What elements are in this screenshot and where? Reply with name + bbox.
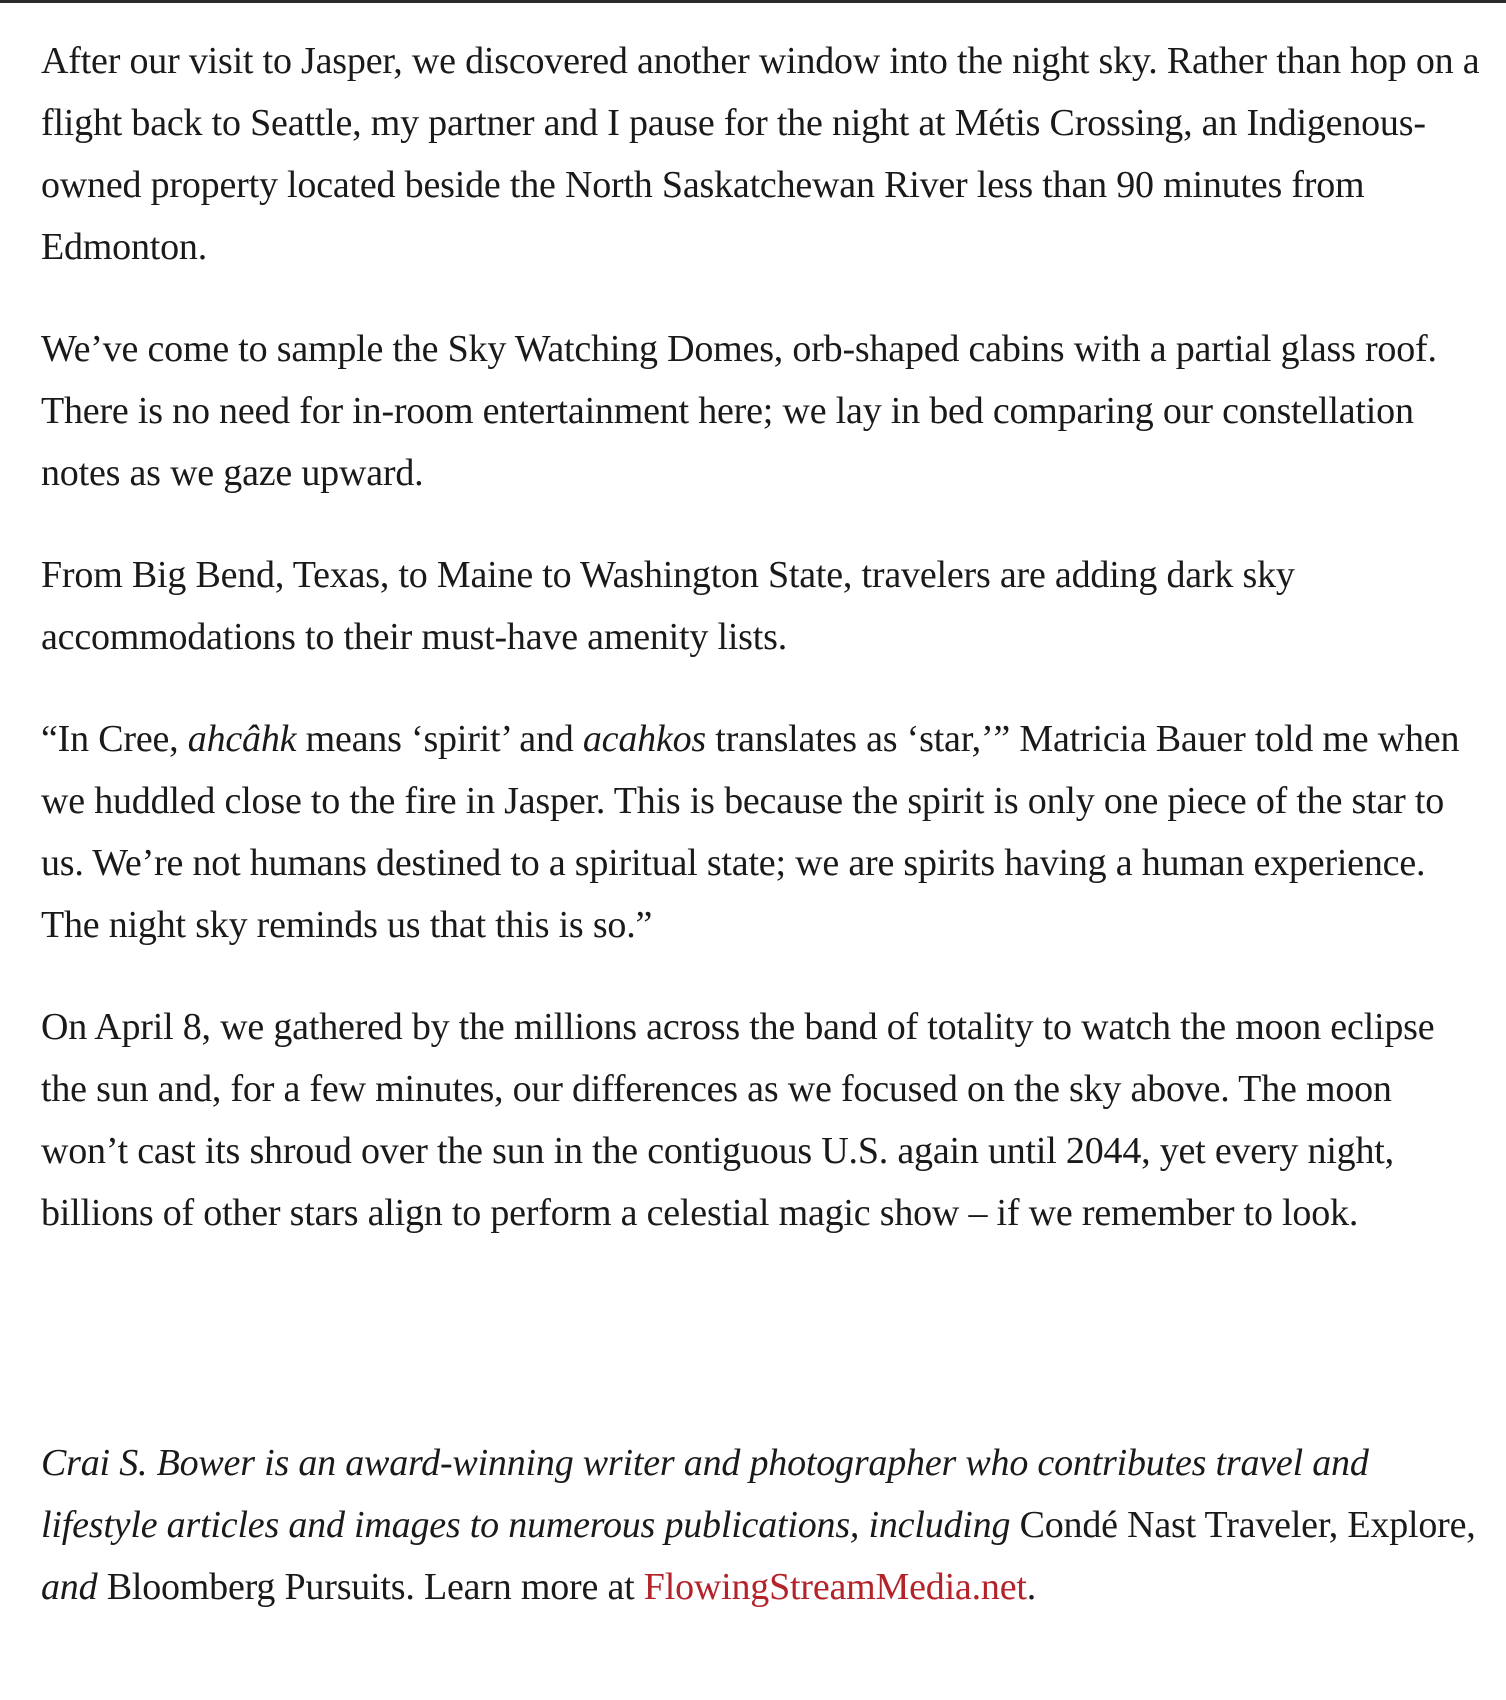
article-paragraph-5: On April 8, we gathered by the millions across the band of totality to watch the moon eclipse the sun and, for a few minutes, our differences as we focused on the sky above. The moon won’t cast its shroud over the sun in the contiguous U.S. again until 2044, yet every night, billions of other stars align to perform a celestial magic show – if we remember to look.: [41, 1006, 1435, 1234]
quote-text-middle: means ‘spirit’ and: [296, 718, 583, 760]
cree-term-spirit: ahcâhk: [187, 718, 297, 760]
article-body: [41, 30, 1481, 1656]
publication-names: Condé Nast Traveler, Explore,: [1019, 1504, 1476, 1546]
article-paragraph-1: After our visit to Jasper, we discovered another window into the night sky. Rather than hop on a flight back to Seattle, my partner and I pause for the night at Métis Crossing, an Indigenous-owned property located beside the North Saskatchewan River less than 90 minutes from Edmonton.: [41, 40, 1480, 268]
publication-names-2: Bloomberg Pursuits. Learn more at: [97, 1566, 644, 1608]
article-paragraph-4: [41, 708, 1481, 956]
author-bio: [41, 1432, 1481, 1618]
article-paragraph-3: From Big Bend, Texas, to Maine to Washington State, travelers are adding dark sky accommodations to their must-have amenity lists.: [41, 554, 1295, 658]
top-divider: [0, 0, 1506, 3]
article-paragraph-2: We’ve come to sample the Sky Watching Domes, orb-shaped cabins with a partial glass roof. There is no need for in-room entertainment here; we lay in bed comparing our constellation notes as we gaze upward.: [41, 328, 1437, 494]
bio-conjunction: and: [41, 1566, 98, 1608]
author-bio-intro: Crai S. Bower is an award-winning writer and photographer who contributes travel and lifestyle articles and images to numerous publications, including: [41, 1442, 1369, 1546]
quote-text-end: translates as ‘star,’” Matricia Bauer told me when we huddled close to the fire in Jasper. This is because the spirit is only one piece of the star to us. We’re not humans destined to a spiritual state; we are spirits having a human experience. The night sky reminds us that this is so.”: [41, 718, 1460, 946]
author-website-link[interactable]: FlowingStreamMedia.net: [643, 1566, 1027, 1608]
quote-text-start: “In Cree,: [41, 718, 188, 760]
bio-end-period: .: [1026, 1566, 1037, 1608]
cree-term-star: acahkos: [582, 718, 706, 760]
